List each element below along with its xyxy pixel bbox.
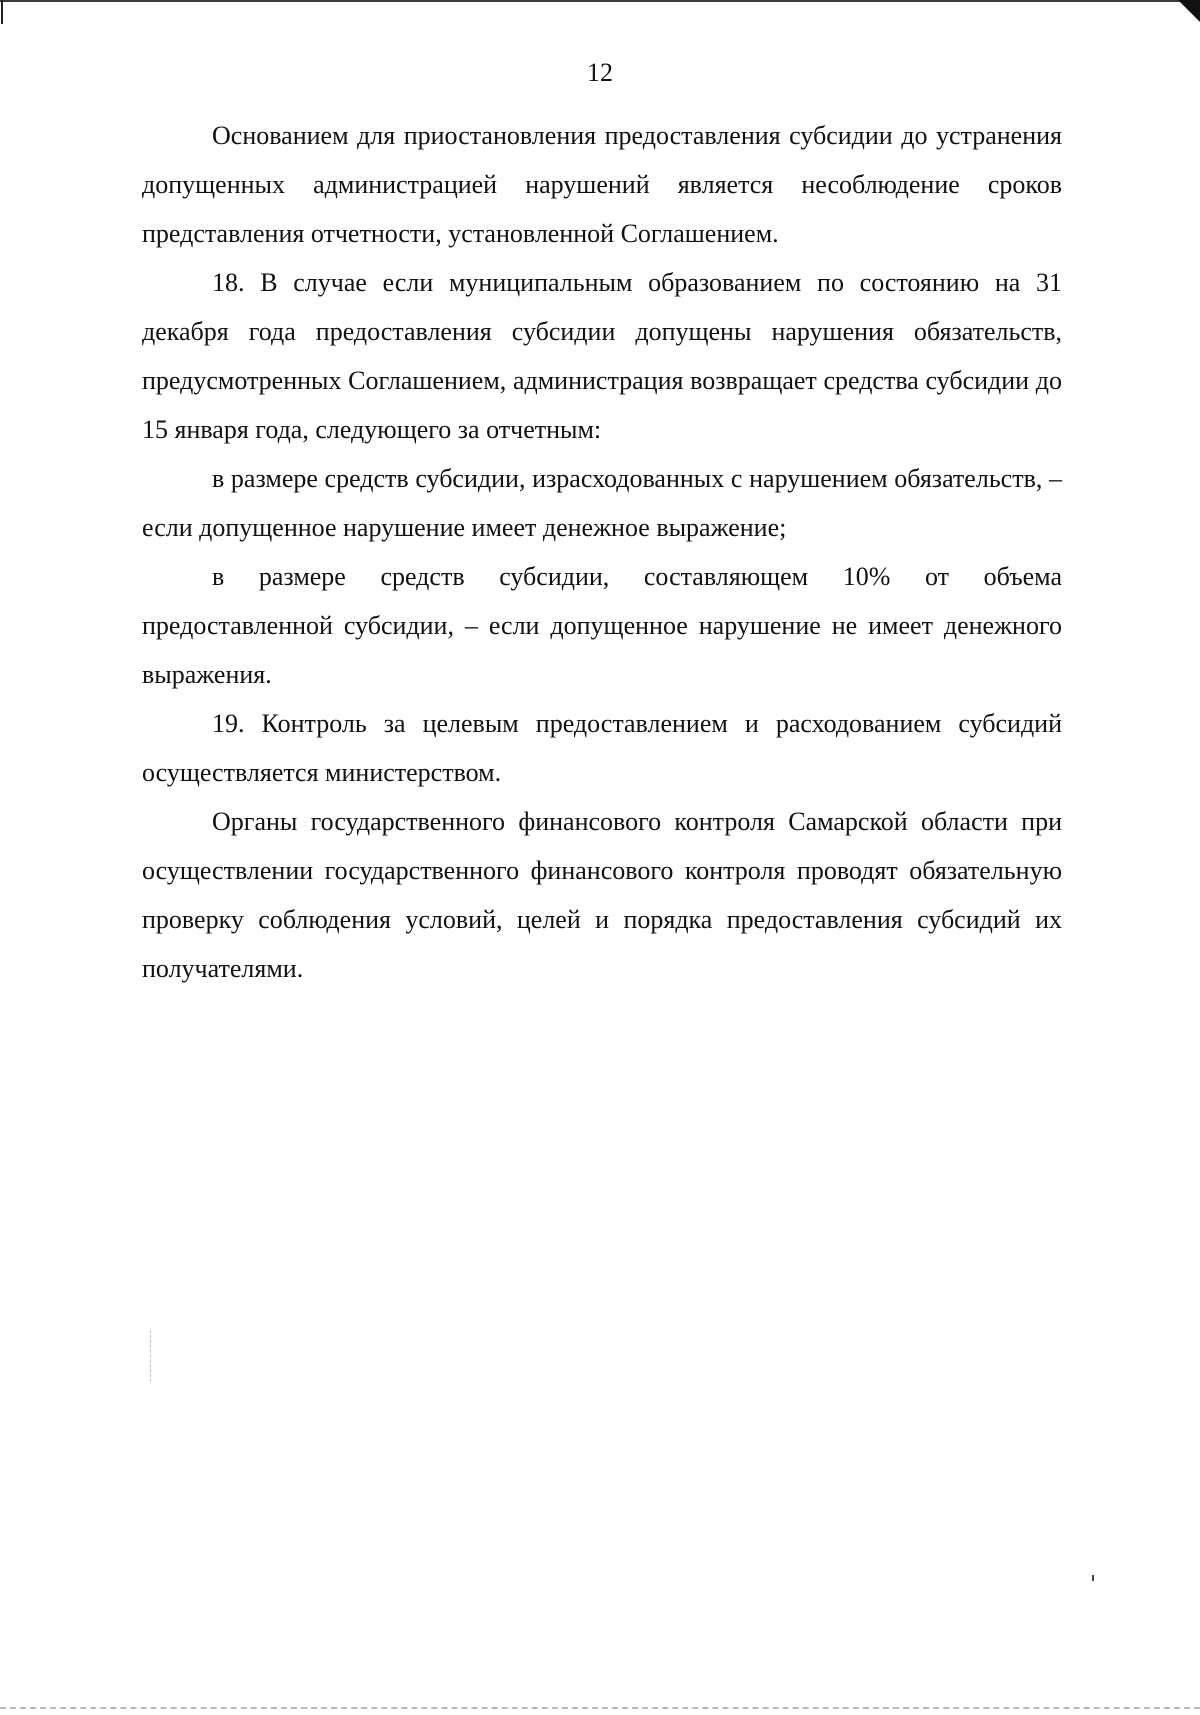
scan-speck xyxy=(1092,1575,1094,1581)
paragraph-refund-monetary: в размере средств субсидии, израсходованных с нарушением обязательств, – если допущенное нарушение имеет денежное выражение; xyxy=(142,464,1062,542)
scan-edge-top xyxy=(0,0,1200,2)
paragraph-suspension-grounds: Основанием для приостановления предоставления субсидии до устранения допущенных администрацией нарушений является несоблюдение сроков представления отчетности, установленной Соглашением. xyxy=(142,121,1062,248)
paragraph-item-19: 19. Контроль за целевым предоставлением и расходованием субсидий осуществляется министерством. xyxy=(142,709,1062,787)
scan-margin-marks xyxy=(150,1330,151,1382)
document-body xyxy=(142,111,1062,993)
paragraph-item-18: 18. В случае если муниципальным образованием по состоянию на 31 декабря года предоставления субсидии допущены нарушения обязательств, предусмотренных Соглашением, администрация возвращает средства субсидии до 15 января года, следующего за отчетным: xyxy=(142,268,1062,444)
paragraph-financial-control: Органы государственного финансового контроля Самарской области при осуществлении государственного финансового контроля проводят обязательную проверку соблюдения условий, целей и порядка предоставления субсидий их получателями. xyxy=(142,807,1062,983)
paragraph-refund-ten-percent: в размере средств субсидии, составляющем 10% от объема предоставленной субсидии, – если допущенное нарушение не имеет денежного выражения. xyxy=(142,562,1062,689)
scan-folded-corner xyxy=(1178,0,1200,22)
page-number: 12 xyxy=(587,58,613,87)
scan-edge-bottom xyxy=(0,1707,1200,1709)
scan-edge-left-mark xyxy=(1,0,3,24)
